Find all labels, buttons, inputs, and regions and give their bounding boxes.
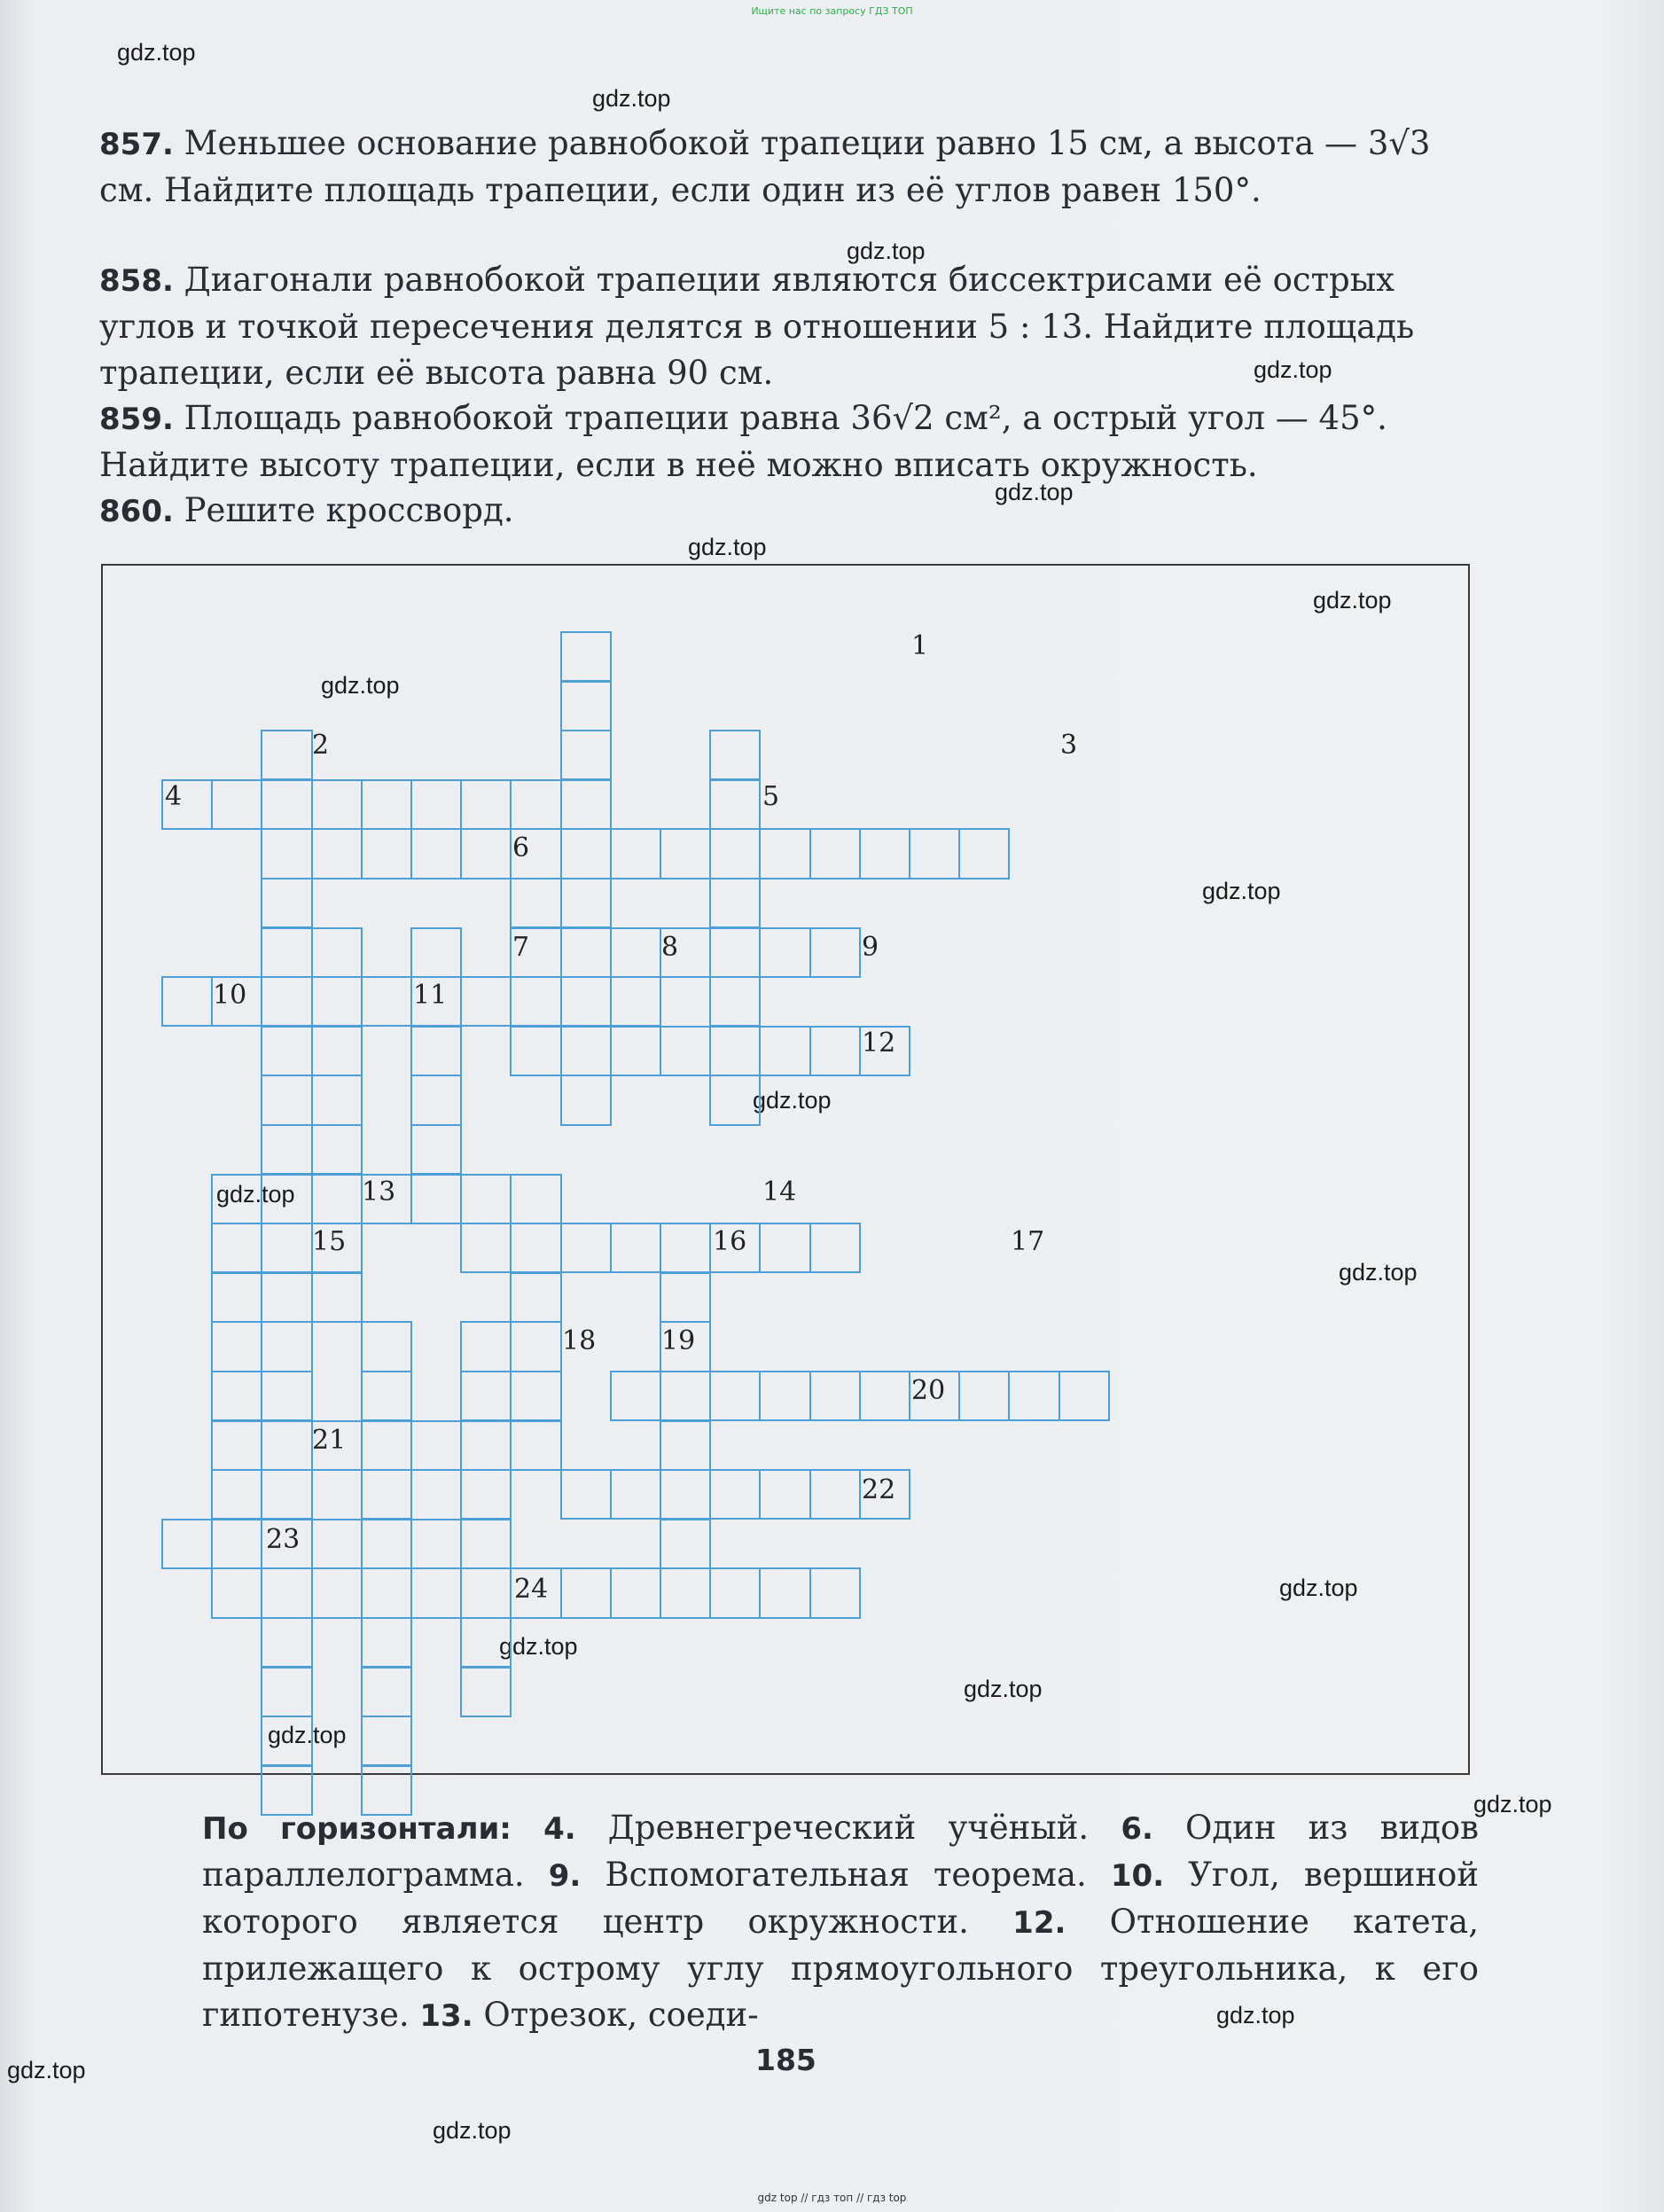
crossword-cell[interactable] [410,828,462,879]
clue-number: 7 [512,932,530,963]
watermark: gdz.top [1216,2002,1295,2028]
watermark: gdz.top [847,238,926,264]
crossword-cell[interactable] [161,976,213,1027]
crossword-cell[interactable] [261,1272,312,1323]
clue-number: 18 [562,1325,597,1356]
crossword-cell[interactable] [410,1519,462,1569]
crossword-cell[interactable] [660,1567,711,1618]
crossword-cell[interactable] [560,730,612,780]
clue-number: 16 [713,1226,747,1257]
crossword-cell[interactable] [311,1075,363,1125]
crossword-cell[interactable] [560,878,612,928]
crossword-cell[interactable] [560,631,612,682]
crossword-cell[interactable] [361,828,412,879]
crossword-cell[interactable] [410,1567,462,1618]
crossword-cell[interactable] [361,1716,412,1766]
crossword-cell[interactable] [510,1371,561,1421]
watermark: gdz.top [1339,1259,1418,1286]
crossword-cell[interactable] [709,1469,761,1520]
page-number: 185 [755,2043,816,2077]
crossword-cell[interactable] [460,1567,512,1618]
watermark: gdz.top [1254,356,1332,383]
clue-number: 24 [514,1574,549,1605]
crossword-cell[interactable] [361,1371,412,1421]
crossword-cell[interactable] [361,779,412,830]
crossword-cell[interactable] [311,828,363,879]
crossword-cell[interactable] [809,927,861,978]
watermark: gdz.top [216,1181,295,1208]
bottom-banner: gdz top // гдз топ // гдз top [757,2192,907,2204]
crossword-cell[interactable] [211,1371,262,1421]
crossword-cell[interactable] [510,1026,561,1076]
clue-number: 15 [312,1226,347,1257]
crossword-cell[interactable] [311,976,363,1027]
watermark: gdz.top [1279,1575,1358,1601]
crossword-cell[interactable] [261,1567,312,1618]
crossword-cell[interactable] [261,878,312,928]
clue-number: 2 [312,730,330,761]
crossword-cell[interactable] [211,1223,262,1273]
crossword-cell[interactable] [510,1174,561,1224]
crossword-cell[interactable] [410,1075,462,1125]
clue-text: Отношение катета, прилежащего к острому углу прямоугольного треугольника, к его гипотенузе. [202,1903,1479,2034]
watermark: gdz.top [321,672,400,699]
clue-num: 4. [543,1811,576,1847]
crossword-cell[interactable] [809,1026,861,1076]
crossword-cell[interactable] [410,1124,462,1175]
crossword-cell[interactable] [510,1272,561,1323]
crossword-cell[interactable] [660,828,711,879]
crossword-cell[interactable] [261,1075,312,1125]
watermark: gdz.top [1313,587,1392,614]
crossword-cell[interactable] [759,927,810,978]
crossword-cell[interactable] [410,1420,462,1471]
problem-number: 860. [99,494,174,529]
crossword-cell[interactable] [211,1567,262,1618]
crossword-cell[interactable] [261,1469,312,1520]
crossword-cell[interactable] [460,1420,512,1471]
crossword-cell[interactable] [361,1519,412,1569]
crossword-cell[interactable] [460,1667,512,1717]
clue-number: 12 [862,1028,896,1059]
crossword-cell[interactable] [1059,1371,1110,1421]
crossword-cell[interactable] [660,1420,711,1471]
crossword-cell[interactable] [261,1124,312,1175]
crossword-cell[interactable] [261,1223,312,1273]
crossword-cell[interactable] [560,927,612,978]
crossword-cell[interactable] [361,1469,412,1520]
crossword-cell[interactable] [261,730,312,780]
crossword-cell[interactable] [660,1223,711,1273]
crossword-cell[interactable] [510,976,561,1027]
crossword-cell[interactable] [560,828,612,879]
crossword-cell[interactable] [560,1026,612,1076]
crossword-cell[interactable] [460,1371,512,1421]
crossword-cell[interactable] [261,1420,312,1471]
crossword-cell[interactable] [809,828,861,879]
problem-text: Диагонали равнобокой трапеции являются биссектрисами её острых углов и точкой пересечения делятся в отношении 5 : 13. Найдите площадь трапеции, если её высота равна 90 см. [99,261,1415,392]
crossword-cell[interactable] [709,730,761,780]
crossword-cell[interactable] [261,1321,312,1372]
crossword-cell[interactable] [361,1567,412,1618]
crossword-cell[interactable] [261,1617,312,1668]
crossword-cell[interactable] [460,1321,512,1372]
clue-number: 10 [213,980,247,1011]
crossword-cell[interactable] [460,1174,512,1224]
crossword-cell[interactable] [610,1223,661,1273]
crossword-cell[interactable] [311,1026,363,1076]
clue-number: 5 [762,781,780,812]
crossword-cell[interactable] [560,976,612,1027]
crossword-cell[interactable] [460,976,512,1027]
problem-text: Площадь равнобокой трапеции равна 36√2 см², а острый угол — 45°. Найдите высоту трапеции, если в неё можно вписать окружность. [99,399,1387,484]
crossword-cell[interactable] [211,1174,262,1224]
clue-number: 17 [1011,1226,1045,1257]
crossword-cell[interactable] [261,1716,312,1766]
watermark: gdz.top [1473,1791,1552,1817]
crossword-cell[interactable] [560,1567,612,1618]
crossword-cell[interactable] [809,1371,861,1421]
crossword-cell[interactable] [361,1617,412,1668]
crossword-cell[interactable] [709,1371,761,1421]
clue-number: 13 [362,1176,396,1208]
problem-number: 859. [99,402,174,437]
crossword-cell[interactable] [261,1371,312,1421]
watermark: gdz.top [499,1633,578,1660]
clue-text: Один из видов параллелограмма. [202,1809,1480,1894]
crossword-cell[interactable] [510,1420,561,1471]
crossword-cell[interactable] [311,779,363,830]
crossword-cell[interactable] [261,927,312,978]
clue-number: 19 [661,1325,696,1356]
crossword-cell[interactable] [709,927,761,978]
crossword-cell[interactable] [709,779,761,830]
crossword-cell[interactable] [261,976,312,1027]
crossword-cell[interactable] [610,1371,661,1421]
crossword-cell[interactable] [311,1174,363,1224]
clue-number: 23 [266,1524,301,1555]
clue-text: Древнегреческий учёный. [607,1809,1090,1847]
clue-number: 22 [862,1474,896,1505]
clue-num: 9. [548,1858,582,1894]
crossword-cell[interactable] [709,828,761,879]
crossword-cell[interactable] [759,1371,810,1421]
crossword-cell[interactable] [560,1469,612,1520]
problem-number: 858. [99,263,174,299]
clue-num: 13. [419,1998,473,2034]
clue-num: 6. [1121,1811,1153,1847]
clue-number: 4 [165,781,183,812]
crossword-cell[interactable] [211,1469,262,1520]
crossword-cell[interactable] [211,779,262,830]
clue-num: 12. [1012,1905,1066,1941]
watermark: gdz.top [995,479,1074,505]
crossword-cell[interactable] [311,1272,363,1323]
problem-number: 857. [99,127,174,162]
watermark: gdz.top [7,2057,86,2083]
watermark: gdz.top [964,1676,1043,1702]
clue-number: 11 [413,980,448,1011]
crossword-cell[interactable] [660,1371,711,1421]
clue-number: 20 [911,1375,946,1406]
crossword-cell[interactable] [709,1567,761,1618]
clue-text: Угол, вершиной которого является центр окружности. [202,1856,1480,1941]
crossword-cell[interactable] [211,1420,262,1471]
crossword-cell[interactable] [361,1667,412,1717]
clue-text: Отрезок, соеди- [483,1996,759,2034]
crossword-cell[interactable] [809,1469,861,1520]
crossword-cell[interactable] [560,1075,612,1125]
crossword-cell[interactable] [759,1469,810,1520]
crossword-cell[interactable] [610,927,661,978]
crossword-cell[interactable] [809,1223,861,1273]
crossword-cell[interactable] [759,1567,810,1618]
problem-text: Решите кроссворд. [184,491,514,529]
crossword-cell[interactable] [410,779,462,830]
top-banner: Ищите нас по запросу ГДЗ ТОП [751,5,913,17]
crossword-cell[interactable] [510,878,561,928]
crossword-cell[interactable] [660,1272,711,1323]
crossword-cell[interactable] [610,1567,661,1618]
crossword-cell[interactable] [460,1519,512,1569]
crossword-cell[interactable] [909,828,960,879]
crossword-cell[interactable] [410,1174,462,1224]
crossword-cell[interactable] [560,681,612,731]
clues-heading: По горизонтали: [202,1811,512,1847]
crossword-cell[interactable] [759,828,810,879]
watermark: gdz.top [433,2117,512,2144]
crossword-cell[interactable] [261,779,312,830]
crossword-cell[interactable] [610,976,661,1027]
crossword-cell[interactable] [261,1174,312,1224]
crossword-cell[interactable] [859,1371,910,1421]
crossword-cell[interactable] [510,779,561,830]
clues-block [202,1805,1479,2039]
crossword-cell[interactable] [460,779,512,830]
crossword-cell[interactable] [361,976,412,1027]
watermark: gdz.top [117,39,196,66]
crossword-cell[interactable] [211,1321,262,1372]
problem-text: Меньшее основание равнобокой трапеции равно 15 см, а высота — 3√3 см. Найдите площадь трапеции, если один из её углов равен 150°. [99,124,1431,209]
clue-num: 10. [1110,1858,1165,1894]
crossword-cell[interactable] [460,1469,512,1520]
crossword-cell[interactable] [361,1321,412,1372]
crossword-cell[interactable] [261,1667,312,1717]
crossword-cell[interactable] [510,1223,561,1273]
crossword-cell[interactable] [660,1026,711,1076]
crossword-cell[interactable] [211,1272,262,1323]
clue-number: 1 [911,630,929,661]
clue-number: 9 [862,932,879,963]
crossword-cell[interactable] [610,1026,661,1076]
crossword-cell[interactable] [759,1223,810,1273]
watermark: gdz.top [688,534,767,560]
clue-number: 6 [512,832,530,864]
crossword-cell[interactable] [311,1567,363,1618]
crossword-cell[interactable] [709,878,761,928]
crossword-cell[interactable] [261,1026,312,1076]
crossword-cell[interactable] [361,1420,412,1471]
crossword-cell[interactable] [759,1026,810,1076]
crossword-cell[interactable] [211,1519,262,1569]
crossword-cell[interactable] [1008,1371,1059,1421]
crossword-cell[interactable] [859,828,910,879]
crossword-cell[interactable] [410,927,462,978]
crossword-cell[interactable] [660,1469,711,1520]
crossword-cell[interactable] [161,1519,213,1569]
crossword-cell[interactable] [610,828,661,879]
watermark: gdz.top [1202,878,1281,904]
clue-number: 8 [661,932,679,963]
clue-text: Вспомогательная теорема. [605,1856,1087,1894]
crossword-cell[interactable] [560,779,612,830]
clue-number: 14 [762,1176,797,1208]
watermark: gdz.top [753,1087,832,1114]
crossword-cell[interactable] [560,1223,612,1273]
crossword-cell[interactable] [261,828,312,879]
watermark: gdz.top [268,1722,347,1748]
crossword-cell[interactable] [660,1519,711,1569]
crossword-cell[interactable] [958,1371,1010,1421]
crossword-cell[interactable] [460,1617,512,1668]
crossword-cell[interactable] [809,1567,861,1618]
crossword-cell[interactable] [610,1469,661,1520]
crossword-cell[interactable] [709,1026,761,1076]
clue-number: 3 [1060,730,1078,761]
crossword-cell[interactable] [460,828,512,879]
crossword-cell[interactable] [410,1026,462,1076]
crossword-cell[interactable] [311,1519,363,1569]
crossword-cell[interactable] [311,927,363,978]
clue-number: 21 [312,1425,347,1456]
crossword-cell[interactable] [460,1223,512,1273]
watermark: gdz.top [592,85,671,112]
crossword-cell[interactable] [709,976,761,1027]
crossword-cell[interactable] [311,1124,363,1175]
crossword-cell[interactable] [510,1321,561,1372]
crossword-cell[interactable] [709,1075,761,1125]
crossword-cell[interactable] [958,828,1010,879]
